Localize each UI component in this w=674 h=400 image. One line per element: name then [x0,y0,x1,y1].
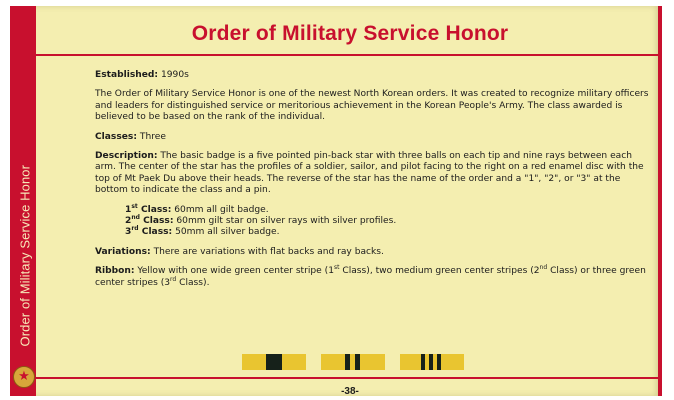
spine-label: Order of Military Service Honor [17,164,33,347]
page-body [95,70,650,297]
variations-label: Variations: [95,246,151,257]
class-list [95,202,650,239]
ribbon-stripe [421,354,425,370]
established-label: Established: [95,70,159,80]
page-title: Order of Military Service Honor [191,22,509,45]
star-icon: ★ [18,369,30,384]
established-value: 1990s [160,70,189,80]
classes-label: Classes: [95,131,137,142]
class-item: 3rd Class: 50mm all silver badge. [125,225,280,238]
intro-paragraph: The Order of Military Service Honor is one of the newest North Korean orders. It was created to recognize military officers and leaders for distinguished service or meritorious achievement in the Korean People's Army. The class awarded is believed to be based on the rank of the individual. [95,89,649,123]
classes-line [95,132,650,143]
ribbon-stripe [355,354,360,370]
right-edge-bar [658,6,662,396]
ribbon-2nd-class [321,354,385,370]
description-label: Description: [95,151,158,162]
class-item: 2nd Class: 60mm gilt star on silver rays with silver profiles. [125,214,397,227]
title-divider [36,54,662,56]
variations-text: There are variations with flat backs and ray backs. [153,246,384,257]
ribbon-1st-class [242,354,306,370]
book-page [10,6,662,396]
description-paragraph [95,151,650,197]
ribbon-stripe [437,354,441,370]
ribbon-paragraph: Ribbon: Yellow with one wide green center stripe (1st Class), two medium green center stripes (2nd Class) or three green center stripes (3rd Class). [95,264,646,288]
established-line [95,70,650,81]
class-item: 1st Class: 60mm all gilt badge. [125,202,269,215]
footer-divider [36,377,662,379]
ribbon-stripe [345,354,350,370]
description-text: The basic badge is a five pointed pin-back star with three balls on each tip and nine rays between each arm. The center of the star has the profiles of a soldier, sailor, and pilot facing to the right on a red enamel disc with the top of Mt Paek Du above their heads. The reverse of the star has the name of the order and a "1", "2", or "3" at the bottom to indicate the class and a pin. [95,151,644,196]
ribbon-stripe [266,354,282,370]
page-number: -38- [341,386,359,397]
classes-value: Three [139,131,166,142]
ribbon-3rd-class [400,354,464,370]
order-emblem-icon [13,366,35,388]
ribbon-stripe [429,354,433,370]
variations-paragraph [95,247,650,258]
ribbon-label: Ribbon: [95,266,135,277]
side-spine-bar [10,6,36,396]
